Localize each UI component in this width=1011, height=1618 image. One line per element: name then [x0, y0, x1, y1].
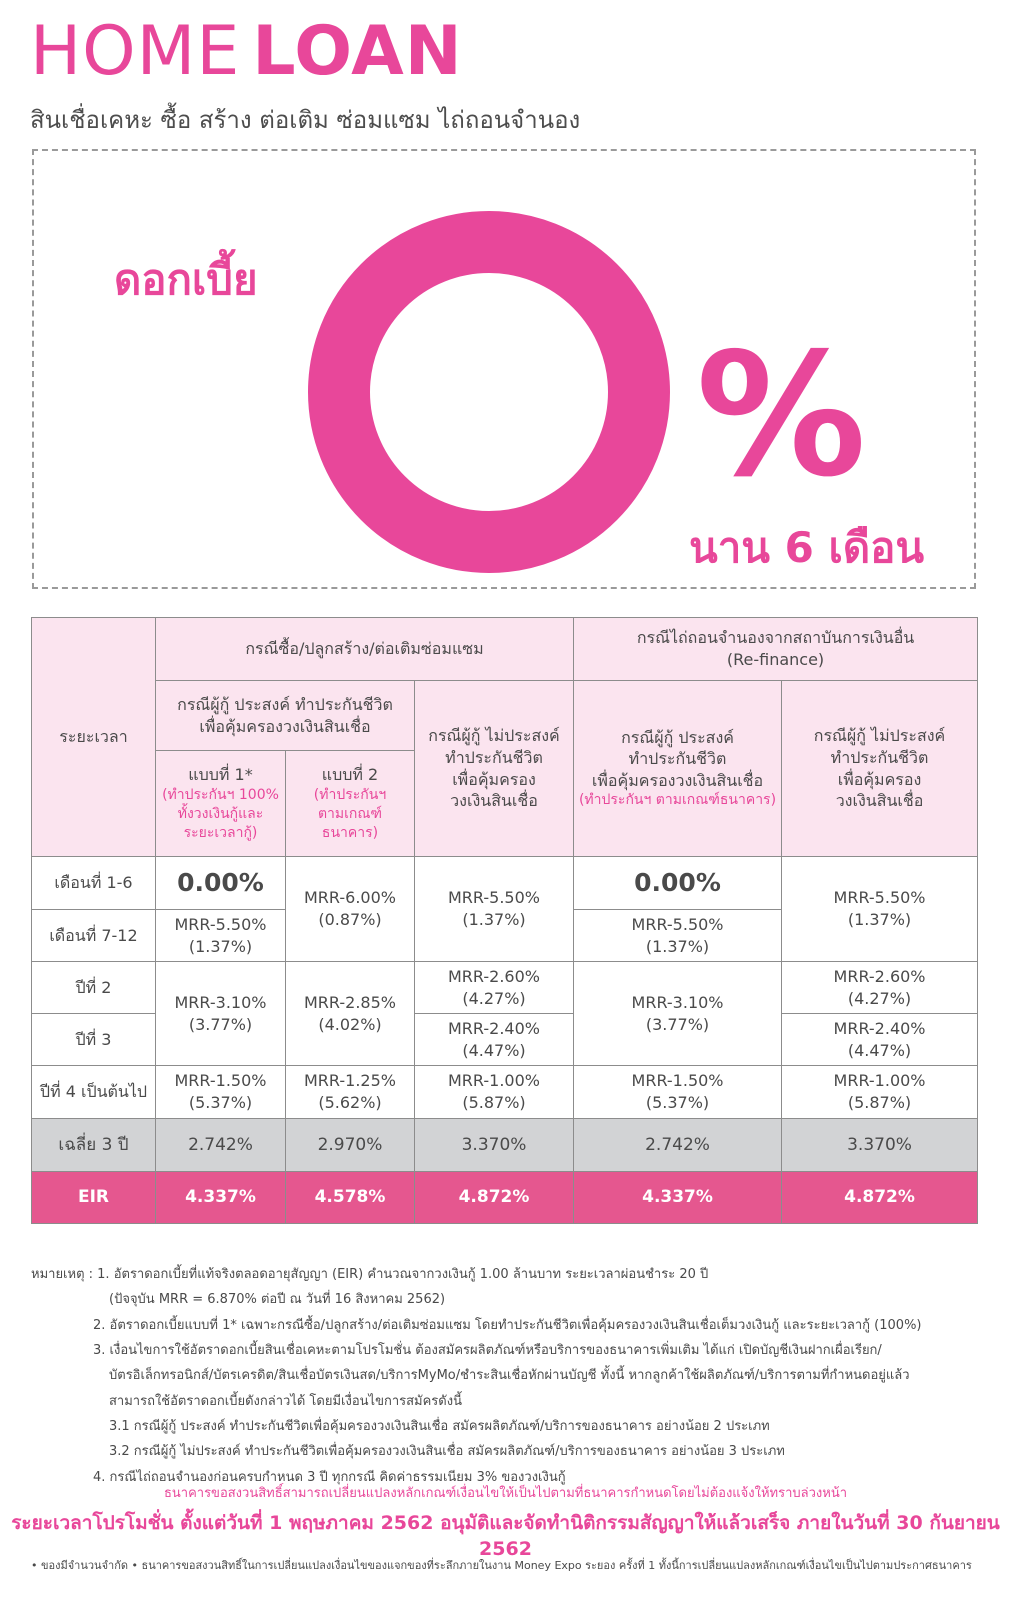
row-label-y4: ปีที่ 4 เป็นต้นไป [32, 1066, 156, 1119]
avg-cell: 2.742% [156, 1119, 286, 1172]
promo-period: ระยะเวลาโปรโมชั่น ตั้งแต่วันที่ 1 พฤษภาคม 2562 อนุมัติและจัดทำนิติกรรมสัญญาให้แล้วเสร็จ ภายในวันที่ 30 กันยายน 2562 [11, 1512, 1000, 1560]
table-cell: MRR-2.60% (4.27%) [415, 962, 574, 1014]
table-cell: MRR-2.60% (4.27%) [782, 962, 978, 1014]
table-cell: MRR-5.50% (1.37%) [782, 857, 978, 962]
eir-cell: 4.578% [286, 1172, 415, 1224]
title-loan: LOAN [252, 12, 463, 91]
eir-cell: 4.337% [574, 1172, 782, 1224]
avg-cell: 2.970% [286, 1119, 415, 1172]
row-label-m7-12: เดือนที่ 7-12 [32, 910, 156, 962]
table-cell: MRR-5.50% (1.37%) [415, 857, 574, 962]
note-1: หมายเหตุ : 1. อัตราดอกเบี้ยที่แท้จริงตลอดอายุสัญญา (EIR) คำนวณจากวงเงินกู้ 1.00 ล้านบาท ระยะเวลาผ่อนชำระ 20 ปี [31, 1267, 709, 1282]
table-cell: MRR-3.10% (3.77%) [156, 962, 286, 1066]
note-3-2: 3.2 กรณีผู้กู้ ไม่ประสงค์ ทำประกันชีวิตเพื่อคุ้มครองวงเงินสินเชื่อ สมัครผลิตภัณฑ์/บริการของธนาคาร อย่างน้อย 3 ประเภท [109, 1444, 785, 1460]
row-label-y2: ปีที่ 2 [32, 962, 156, 1014]
table-cell: MRR-5.50% (1.37%) [156, 910, 286, 962]
g1-noins-header: กรณีผู้กู้ ไม่ประสงค์ ทำประกันชีวิต เพื่อคุ้มครอง วงเงินสินเชื่อ [415, 681, 574, 857]
promo-percent-sign: % [696, 317, 867, 515]
g2-ins-header: กรณีผู้กู้ ประสงค์ ทำประกันชีวิต เพื่อคุ้มครองวงเงินสินเชื่อ (ทำประกันฯ ตามเกณฑ์ธนาคาร) [574, 681, 782, 857]
group2-header: กรณีไถ่ถอนจำนองจากสถาบันการเงินอื่น (Re-finance) [574, 618, 978, 681]
row-label-y3: ปีที่ 3 [32, 1014, 156, 1066]
table-cell: MRR-2.85% (4.02%) [286, 962, 415, 1066]
notes-section [31, 1262, 981, 1490]
avg-cell: 3.370% [782, 1119, 978, 1172]
row-label-avg: เฉลี่ย 3 ปี [32, 1119, 156, 1172]
table-cell: 0.00% [156, 857, 286, 910]
title-home: HOME [30, 12, 241, 91]
table-cell: MRR-6.00% (0.87%) [286, 857, 415, 962]
table-cell: MRR-2.40% (4.47%) [415, 1014, 574, 1066]
row-label-m1-6: เดือนที่ 1-6 [32, 857, 156, 910]
period-header: ระยะเวลา [32, 618, 156, 857]
rates-table [31, 617, 978, 1224]
table-cell: 0.00% [574, 857, 782, 910]
table-cell: MRR-1.25% (5.62%) [286, 1066, 415, 1119]
table-cell: MRR-1.00% (5.87%) [415, 1066, 574, 1119]
page-title [30, 12, 463, 91]
footer-note: • ของมีจำนวนจำกัด • ธนาคารขอสงวนสิทธิ์ในการเปลี่ยนแปลงเงื่อนไขของแจกของที่ระลึกภายในงาน Money Expo ระยอง ครั้งที่ 1 ทั้งนี้การเปลี่ยนแปลงหลักเกณฑ์เงื่อนไขเป็นไปตามประกาศธนาคาร [31, 1559, 972, 1572]
table-cell: MRR-5.50% (1.37%) [574, 910, 782, 962]
promo-banner [32, 149, 976, 589]
group1-header: กรณีซื้อ/ปลูกสร้าง/ต่อเติมซ่อมแซม [156, 618, 574, 681]
note-3a: 3. เงื่อนไขการใช้อัตราดอกเบี้ยสินเชื่อเคหะตามโปรโมชั่น ต้องสมัครผลิตภัณฑ์หรือบริการของธนาคารเพิ่มเติม ได้แก่ เปิดบัญชีเงินฝากเผื่อเรียก/ [93, 1343, 882, 1359]
table-cell: MRR-3.10% (3.77%) [574, 962, 782, 1066]
disclaimer: ธนาคารขอสงวนสิทธิ์สามารถเปลี่ยนแปลงหลักเกณฑ์เงื่อนไขให้เป็นไปตามที่ธนาคารกำหนดโดยไม่ต้องแจ้งให้ทราบล่วงหน้า [163, 1486, 848, 1501]
page-subtitle: สินเชื่อเคหะ ซื้อ สร้าง ต่อเติม ซ่อมแซม ไถ่ถอนจำนอง [30, 106, 581, 134]
table-cell: MRR-1.50% (5.37%) [156, 1066, 286, 1119]
eir-cell: 4.872% [415, 1172, 574, 1224]
avg-cell: 2.742% [574, 1119, 782, 1172]
plan2-header: แบบที่ 2 (ทำประกันฯ ตามเกณฑ์ธนาคาร) [286, 751, 415, 857]
plan1-header: แบบที่ 1* (ทำประกันฯ 100% ทั้งวงเงินกู้และ ระยะเวลากู้) [156, 751, 286, 857]
eir-cell: 4.872% [782, 1172, 978, 1224]
promo-label: ดอกเบี้ย [114, 255, 258, 304]
table-cell: MRR-1.50% (5.37%) [574, 1066, 782, 1119]
g1-insured-header: กรณีผู้กู้ ประสงค์ ทำประกันชีวิต เพื่อคุ้มครองวงเงินสินเชื่อ [156, 681, 415, 751]
table-cell: MRR-1.00% (5.87%) [782, 1066, 978, 1119]
note-3c: สามารถใช้อัตราดอกเบี้ยดังกล่าวได้ โดยมีเงื่อนไขการสมัครดังนี้ [109, 1393, 462, 1409]
promo-zero-ring [306, 209, 672, 575]
g2-noins-header: กรณีผู้กู้ ไม่ประสงค์ ทำประกันชีวิต เพื่อคุ้มครอง วงเงินสินเชื่อ [782, 681, 978, 857]
eir-cell: 4.337% [156, 1172, 286, 1224]
note-4: 4. กรณีไถ่ถอนจำนองก่อนครบกำหนด 3 ปี ทุกกรณี คิดค่าธรรมเนียม 3% ของวงเงินกู้ [93, 1469, 566, 1485]
note-1b: (ปัจจุบัน MRR = 6.870% ต่อปี ณ วันที่ 16 สิงหาคม 2562) [109, 1292, 446, 1308]
promo-duration: นาน 6 เดือน [689, 523, 925, 572]
table-cell: MRR-2.40% (4.47%) [782, 1014, 978, 1066]
promo-rate: 0 [485, 391, 493, 402]
note-2: 2. อัตราดอกเบี้ยแบบที่ 1* เฉพาะกรณีซื้อ/ปลูกสร้าง/ต่อเติมซ่อมแซม โดยทำประกันชีวิตเพื่อคุ้มครองวงเงินสินเชื่อเต็มวงเงินกู้ และระยะเวลากู้ (100%) [93, 1317, 922, 1333]
row-label-eir: EIR [32, 1172, 156, 1224]
avg-cell: 3.370% [415, 1119, 574, 1172]
note-3b: บัตรอิเล็กทรอนิกส์/บัตรเครดิต/สินเชื่อบัตรเงินสด/บริการMyMo/ชำระสินเชื่อหักผ่านบัญชี ทั้งนี้ หากลูกค้าใช้ผลิตภัณฑ์/บริการตามที่กำหนดอยู่แล้ว [109, 1368, 910, 1384]
note-3-1: 3.1 กรณีผู้กู้ ประสงค์ ทำประกันชีวิตเพื่อคุ้มครองวงเงินสินเชื่อ สมัครผลิตภัณฑ์/บริการของธนาคาร อย่างน้อย 2 ประเภท [109, 1419, 770, 1435]
